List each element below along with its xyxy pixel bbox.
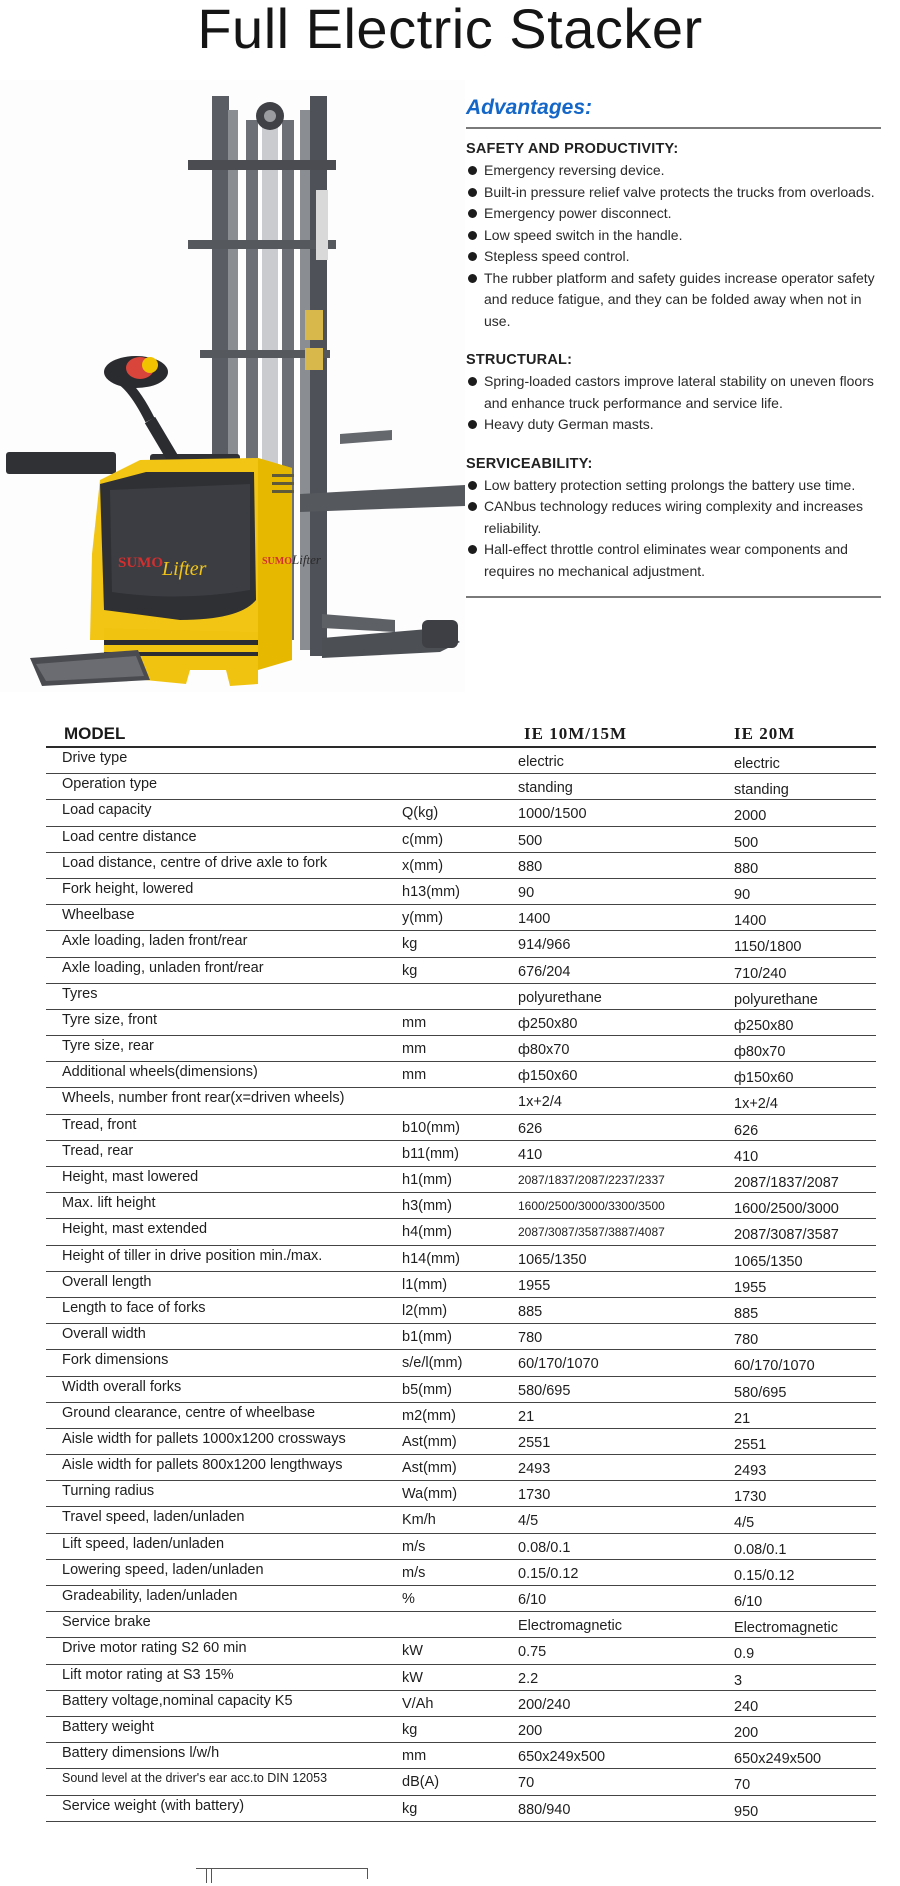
advantages-title: Advantages:: [466, 96, 593, 119]
table-row: [46, 958, 876, 984]
table-row: [46, 905, 876, 931]
spec-unit: l2(mm): [402, 1302, 448, 1319]
table-row: [46, 1534, 876, 1560]
section-structural: [466, 352, 881, 436]
spec-value-ie20m: 2087/1837/2087: [734, 1175, 839, 1191]
table-row: [46, 1115, 876, 1141]
spec-value-ie10m-15m: 1600/2500/3000/3300/3500: [518, 1199, 665, 1214]
table-row: [46, 1481, 876, 1507]
table-row: [46, 931, 876, 957]
spec-value-ie20m: Electromagnetic: [734, 1620, 838, 1637]
spec-value-ie10m-15m: 410: [518, 1146, 543, 1163]
spec-value-ie10m-15m: 1065/1350: [518, 1251, 587, 1268]
bullet-item: Low battery protection setting prolongs the battery use time.: [466, 475, 881, 497]
spec-table: [46, 718, 876, 1822]
spec-value-ie10m-15m: 914/966: [518, 937, 571, 954]
spec-value-ie20m: 6/10: [734, 1594, 763, 1610]
spec-label: Battery voltage,nominal capacity K5: [62, 1692, 293, 1709]
spec-value-ie20m: 950: [734, 1803, 759, 1820]
spec-value-ie20m: 1065/1350: [734, 1253, 803, 1270]
spec-value-ie20m: 650x249x500: [734, 1751, 822, 1768]
spec-value-ie10m-15m: 2.2: [518, 1670, 539, 1687]
spec-value-ie20m: 3: [734, 1672, 743, 1689]
table-row: [46, 1665, 876, 1691]
spec-value-ie20m: 0.9: [734, 1646, 755, 1663]
spec-unit: b5(mm): [402, 1381, 452, 1398]
bullet-item: Hall-effect throttle control eliminates wear components and requires no mechanical adjustment.: [466, 539, 881, 582]
table-row: [46, 984, 876, 1010]
spec-value-ie10m-15m: 1730: [518, 1487, 551, 1504]
spec-value-ie10m-15m: 2087/1837/2087/2237/2337: [518, 1173, 665, 1187]
spec-label: Fork dimensions: [62, 1352, 169, 1369]
table-row: [46, 1010, 876, 1036]
spec-value-ie20m: 885: [734, 1305, 759, 1322]
spec-value-ie20m: standing: [734, 782, 789, 799]
spec-value-ie10m-15m: 880: [518, 858, 543, 875]
table-row: [46, 1691, 876, 1717]
bullet-item: Emergency reversing device.: [466, 160, 881, 182]
spec-label: Height, mast extended: [62, 1221, 208, 1238]
spec-unit: m/s: [402, 1538, 426, 1555]
spec-label: Operation type: [62, 776, 158, 793]
table-row: [46, 748, 876, 774]
spec-label: Aisle width for pallets 800x1200 lengthways: [62, 1457, 343, 1474]
stacker-photo: [0, 80, 465, 692]
spec-value-ie20m: 1730: [734, 1489, 767, 1506]
table-row: [46, 1638, 876, 1664]
spec-label: Drive type: [62, 750, 128, 766]
header-col2: IE 20M: [734, 724, 796, 743]
spec-unit: h14(mm): [402, 1250, 461, 1267]
spec-value-ie20m: 780: [734, 1332, 759, 1349]
table-row: [46, 879, 876, 905]
spec-value-ie10m-15m: 0.75: [518, 1644, 547, 1661]
spec-value-ie20m: ф250x80: [734, 1017, 794, 1034]
spec-value-ie10m-15m: 0.15/0.12: [518, 1565, 579, 1582]
spec-unit: Wa(mm): [402, 1486, 458, 1503]
spec-value-ie10m-15m: 676/204: [518, 963, 571, 980]
spec-value-ie20m: 4/5: [734, 1515, 755, 1532]
spec-value-ie20m: 500: [734, 834, 759, 851]
spec-value-ie20m: 2493: [734, 1463, 767, 1480]
spec-label: Axle loading, laden front/rear: [62, 933, 248, 950]
spec-value-ie10m-15m: 0.08/0.1: [518, 1539, 571, 1556]
spec-value-ie10m-15m: polyurethane: [518, 989, 602, 1006]
bullet-item: Emergency power disconnect.: [466, 203, 881, 225]
spec-value-ie20m: 410: [734, 1148, 759, 1165]
table-row: [46, 1219, 876, 1245]
spec-value-ie10m-15m: 200/240: [518, 1696, 571, 1713]
spec-value-ie10m-15m: 885: [518, 1303, 543, 1320]
spec-label: Drive motor rating S2 60 min: [62, 1640, 247, 1657]
table-row: [46, 1246, 876, 1272]
spec-label: Gradeability, laden/unladen: [62, 1588, 238, 1604]
section-heading: SAFETY AND PRODUCTIVITY:: [466, 141, 679, 157]
spec-value-ie20m: 2551: [734, 1436, 767, 1453]
spec-label: Height, mast lowered: [62, 1169, 199, 1185]
bullet-item: Low speed switch in the handle.: [466, 225, 881, 247]
spec-value-ie20m: 200: [734, 1724, 759, 1741]
spec-value-ie10m-15m: 626: [518, 1120, 543, 1137]
spec-unit: h1(mm): [402, 1172, 452, 1188]
spec-label: Overall width: [62, 1326, 146, 1343]
section-heading: STRUCTURAL:: [466, 352, 573, 368]
table-row: [46, 827, 876, 853]
spec-value-ie10m-15m: 1400: [518, 911, 551, 928]
spec-label: Turning radius: [62, 1483, 155, 1500]
page-title: Full Electric Stacker: [197, 0, 703, 60]
spec-unit: m/s: [402, 1564, 426, 1581]
spec-value-ie10m-15m: 90: [518, 884, 535, 901]
spec-label: Sound level at the driver's ear acc.to DIN 12053: [62, 1771, 328, 1786]
table-row: [46, 1612, 876, 1638]
spec-unit: b1(mm): [402, 1329, 452, 1346]
spec-unit: h13(mm): [402, 883, 461, 900]
spec-unit: kW: [402, 1643, 423, 1660]
spec-value-ie20m: 626: [734, 1122, 759, 1139]
spec-value-ie10m-15m: electric: [518, 754, 564, 770]
spec-unit: c(mm): [402, 831, 444, 848]
section-safety: [466, 141, 881, 332]
spec-value-ie10m-15m: ф80x70: [518, 1042, 570, 1059]
table-row: [46, 800, 876, 826]
bullet-item: Built-in pressure relief valve protects the trucks from overloads.: [466, 182, 881, 204]
spec-value-ie20m: polyurethane: [734, 991, 818, 1008]
spec-unit: y(mm): [402, 910, 444, 927]
spec-unit: dB(A): [402, 1774, 440, 1791]
spec-value-ie20m: 60/170/1070: [734, 1358, 815, 1375]
table-row: [46, 1769, 876, 1795]
spec-value-ie10m-15m: 70: [518, 1775, 535, 1792]
spec-unit: Q(kg): [402, 805, 439, 822]
table-row: [46, 774, 876, 800]
spec-value-ie20m: ф150x60: [734, 1070, 794, 1087]
page-fragment: [196, 1868, 368, 1886]
spec-value-ie20m: 1400: [734, 913, 767, 930]
spec-table-header: [46, 718, 876, 748]
spec-unit: kg: [402, 962, 418, 979]
bullet-item: The rubber platform and safety guides increase operator safety and reduce fatigue, and they can be folded away when not in use.: [466, 268, 881, 333]
spec-label: Lift motor rating at S3 15%: [62, 1666, 234, 1683]
table-row: [46, 1350, 876, 1376]
table-row: [46, 1403, 876, 1429]
spec-unit: kW: [402, 1669, 423, 1686]
spec-value-ie20m: 710/240: [734, 965, 787, 982]
spec-value-ie20m: electric: [734, 756, 780, 772]
spec-value-ie10m-15m: 2493: [518, 1461, 551, 1478]
table-row: [46, 1298, 876, 1324]
svg-text:Lifter: Lifter: [162, 558, 207, 580]
spec-value-ie10m-15m: 780: [518, 1330, 543, 1347]
spec-label: Max. lift height: [62, 1195, 156, 1212]
spec-label: Tyre size, rear: [62, 1038, 154, 1055]
table-row: [46, 1455, 876, 1481]
table-row: [46, 1088, 876, 1114]
spec-unit: V/Ah: [402, 1695, 434, 1712]
advantages-panel: [466, 96, 881, 598]
bullet-item: CANbus technology reduces wiring complexity and increases reliability.: [466, 496, 881, 539]
spec-label: Battery dimensions l/w/h: [62, 1745, 220, 1762]
spec-label: Width overall forks: [62, 1378, 182, 1395]
spec-label: Load capacity: [62, 802, 152, 819]
spec-unit: mm: [402, 1067, 427, 1084]
spec-unit: b11(mm): [402, 1145, 459, 1162]
spec-unit: kg: [402, 1721, 418, 1738]
spec-label: Tyres: [62, 985, 98, 1002]
spec-value-ie10m-15m: 2551: [518, 1434, 551, 1451]
spec-unit: %: [402, 1591, 415, 1607]
spec-unit: x(mm): [402, 857, 444, 874]
spec-value-ie20m: 0.08/0.1: [734, 1541, 787, 1558]
spec-unit: Ast(mm): [402, 1433, 457, 1450]
table-row: [46, 1324, 876, 1350]
table-row: [46, 1743, 876, 1769]
svg-text:Lifter: Lifter: [292, 552, 321, 567]
spec-value-ie20m: 70: [734, 1777, 751, 1794]
spec-value-ie20m: 2000: [734, 808, 767, 825]
spec-label: Height of tiller in drive position min./max.: [62, 1247, 323, 1264]
spec-label: Tread, rear: [62, 1142, 134, 1159]
spec-rows: [46, 748, 876, 1822]
svg-text:SUMO: SUMO: [118, 555, 163, 571]
table-row: [46, 1377, 876, 1403]
spec-unit: l1(mm): [402, 1276, 448, 1293]
spec-unit: Ast(mm): [402, 1460, 457, 1477]
table-row: [46, 1429, 876, 1455]
table-row: [46, 1507, 876, 1533]
spec-value-ie10m-15m: 500: [518, 832, 543, 849]
spec-value-ie20m: 580/695: [734, 1384, 787, 1401]
spec-label: Aisle width for pallets 1000x1200 crossways: [62, 1430, 346, 1447]
table-row: [46, 1586, 876, 1612]
spec-label: Axle loading, unladen front/rear: [62, 959, 264, 976]
spec-unit: mm: [402, 1041, 427, 1058]
spec-value-ie20m: 1x+2/4: [734, 1096, 778, 1113]
spec-unit: b10(mm): [402, 1119, 461, 1136]
spec-value-ie10m-15m: 60/170/1070: [518, 1356, 599, 1373]
spec-label: Travel speed, laden/unladen: [62, 1509, 245, 1526]
spec-value-ie20m: 1600/2500/3000: [734, 1201, 839, 1218]
spec-unit: Km/h: [402, 1512, 436, 1529]
divider: [466, 127, 881, 129]
table-row: [46, 1193, 876, 1219]
svg-text:SUMO: SUMO: [262, 556, 292, 567]
spec-label: Battery weight: [62, 1718, 154, 1735]
spec-value-ie10m-15m: 1x+2/4: [518, 1094, 562, 1111]
spec-value-ie10m-15m: ф150x60: [518, 1068, 578, 1085]
spec-value-ie20m: 1955: [734, 1279, 767, 1296]
spec-value-ie10m-15m: 200: [518, 1722, 543, 1739]
spec-value-ie10m-15m: standing: [518, 780, 573, 797]
table-row: [46, 1796, 876, 1822]
table-row: [46, 1036, 876, 1062]
spec-label: Tread, front: [62, 1116, 137, 1133]
spec-unit: h4(mm): [402, 1224, 452, 1241]
section-heading: SERVICEABILITY:: [466, 455, 593, 472]
spec-value-ie10m-15m: 6/10: [518, 1592, 547, 1608]
spec-label: Tyre size, front: [62, 1011, 158, 1028]
header-col1: IE 10M/15M: [524, 724, 628, 743]
table-row: [46, 1062, 876, 1088]
table-row: [46, 1167, 876, 1193]
spec-value-ie20m: ф80x70: [734, 1044, 786, 1061]
table-row: [46, 1717, 876, 1743]
bullet-item: Heavy duty German masts.: [466, 414, 881, 436]
spec-value-ie10m-15m: Electromagnetic: [518, 1618, 622, 1635]
table-row: [46, 853, 876, 879]
table-row: [46, 1141, 876, 1167]
spec-value-ie20m: 240: [734, 1698, 759, 1715]
bullet-item: Spring-loaded castors improve lateral stability on uneven floors and enhance truck performance and service life.: [466, 371, 881, 414]
spec-unit: kg: [402, 936, 418, 953]
spec-unit: kg: [402, 1800, 418, 1817]
table-row: [46, 1560, 876, 1586]
divider: [466, 596, 881, 598]
spec-value-ie10m-15m: 880/940: [518, 1801, 571, 1818]
spec-label: Wheelbase: [62, 907, 135, 924]
spec-label: Ground clearance, centre of wheelbase: [62, 1404, 316, 1421]
spec-label: Lowering speed, laden/unladen: [62, 1561, 264, 1578]
spec-value-ie10m-15m: ф250x80: [518, 1015, 578, 1032]
spec-value-ie10m-15m: 21: [518, 1408, 535, 1425]
spec-label: Fork height, lowered: [62, 880, 194, 897]
spec-label: Service brake: [62, 1614, 151, 1631]
spec-unit: h3(mm): [402, 1198, 452, 1215]
spec-label: Lift speed, laden/unladen: [62, 1535, 225, 1552]
spec-value-ie20m: 0.15/0.12: [734, 1567, 795, 1584]
spec-label: Additional wheels(dimensions): [62, 1064, 258, 1081]
spec-value-ie20m: 880: [734, 860, 759, 877]
spec-label: Overall length: [62, 1273, 152, 1290]
spec-value-ie10m-15m: 1000/1500: [518, 806, 587, 823]
spec-value-ie20m: 1150/1800: [734, 939, 802, 956]
spec-unit: m2(mm): [402, 1407, 456, 1424]
spec-unit: mm: [402, 1014, 427, 1031]
spec-label: Length to face of forks: [62, 1299, 206, 1316]
header-model: MODEL: [64, 724, 126, 743]
bullet-item: Stepless speed control.: [466, 246, 881, 268]
spec-unit: s/e/l(mm): [402, 1355, 463, 1372]
section-serviceability: [466, 456, 881, 583]
spec-value-ie10m-15m: 2087/3087/3587/3887/4087: [518, 1225, 665, 1240]
spec-label: Load distance, centre of drive axle to fork: [62, 854, 328, 871]
spec-label: Wheels, number front rear(x=driven wheels): [62, 1090, 345, 1107]
spec-value-ie10m-15m: 650x249x500: [518, 1749, 606, 1766]
spec-value-ie20m: 21: [734, 1410, 751, 1427]
spec-value-ie10m-15m: 580/695: [518, 1382, 571, 1399]
spec-value-ie20m: 90: [734, 886, 751, 903]
spec-label: Load centre distance: [62, 828, 197, 845]
spec-value-ie20m: 2087/3087/3587: [734, 1227, 839, 1244]
spec-value-ie10m-15m: 4/5: [518, 1513, 539, 1530]
table-row: [46, 1272, 876, 1298]
spec-unit: mm: [402, 1748, 427, 1765]
spec-label: Service weight (with battery): [62, 1797, 245, 1814]
spec-value-ie10m-15m: 1955: [518, 1277, 551, 1294]
